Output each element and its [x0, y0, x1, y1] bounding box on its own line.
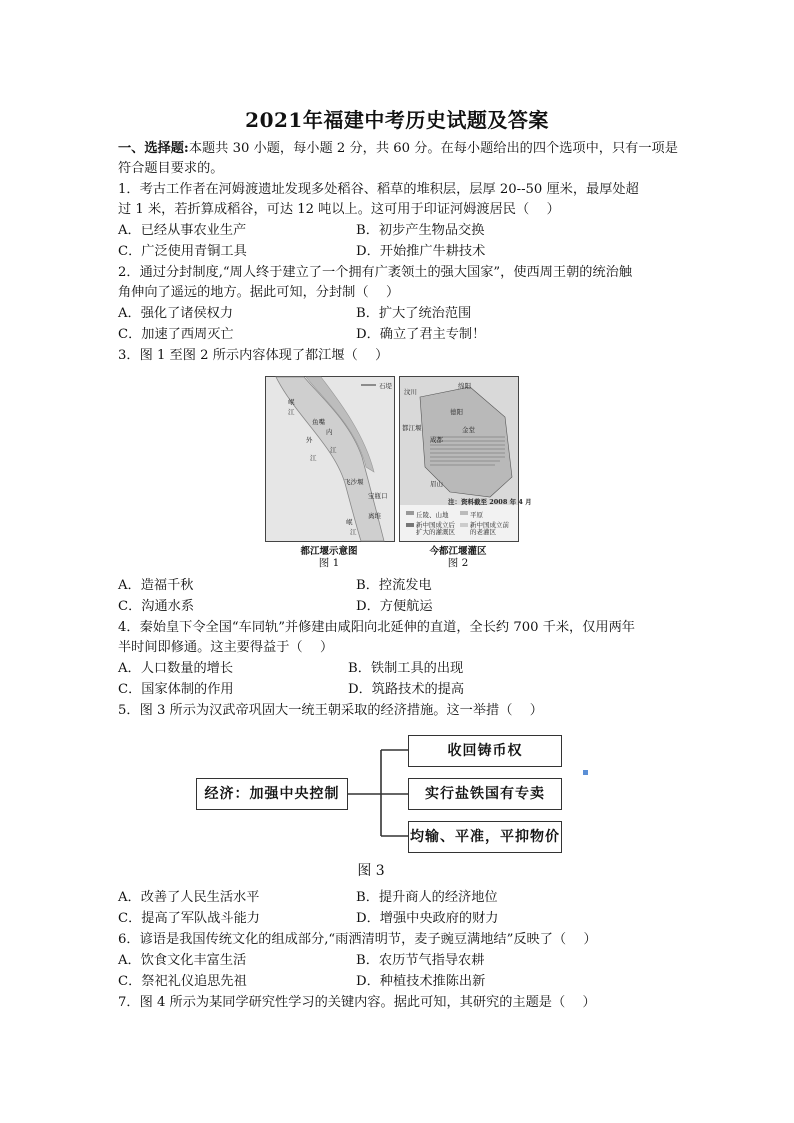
map-label: 都江堰 — [402, 424, 422, 432]
question-1-stem — [118, 180, 678, 221]
map-label: 汶川 — [404, 388, 417, 396]
stem-line: 7．图 4 所示为某同学研究性学习的关键内容。据此可知，其研究的主题是（ ） — [118, 995, 596, 1010]
option-b: B．初步产生物品交换 — [356, 223, 485, 238]
question-4-options-row — [118, 659, 678, 679]
question-6-stem — [118, 930, 678, 950]
map-label: 内 — [326, 428, 333, 436]
map-label: 注：资料截至 2008 年 4 月 — [448, 498, 532, 506]
stem-line: 1．考古工作者在河姆渡遗址发现多处稻谷、稻草的堆积层，层厚 20--50 厘米，最厚处超 — [118, 182, 639, 197]
stem-line: 4．秦始皇下令全国“车同轨”并修建由咸阳向北延伸的直道，全长约 700 千米，仅用两年 — [118, 620, 635, 635]
figure-2-caption: 今都江堰灌区 — [429, 546, 487, 557]
option-d: D．确立了君主专制！ — [356, 327, 486, 342]
stem-line: 2．通过分封制度,“周人终于建立了一个拥有广袤领土的强大国家”，使西周王朝的统治触 — [118, 265, 632, 280]
option-b: B．控流发电 — [356, 578, 432, 593]
map-label: 江 — [330, 446, 337, 454]
option-a: A．改善了人民生活水平 — [118, 890, 260, 905]
map-label: 丘陵、山地 — [416, 511, 449, 519]
question-4-options-row — [118, 680, 678, 700]
figure-3-number: 图 3 — [357, 863, 385, 879]
option-c: C．提高了军队战斗能力 — [118, 911, 260, 926]
map-label: 平原 — [470, 511, 483, 519]
stem-line: 3．图 1 至图 2 所示内容体现了都江堰（ ） — [118, 348, 389, 363]
section-lead: 一、选择题: — [118, 141, 189, 156]
map-label: 眉山 — [430, 480, 443, 488]
option-c: C．广泛使用青铜工具 — [118, 244, 247, 259]
diagram-branch-box: 收回铸币权 — [408, 735, 562, 767]
section-text: 本题共 30 小题，每小题 2 分，共 60 分。在每小题给出的四个选项中，只有一项是符合题目要求的。 — [118, 141, 678, 177]
question-5-options-row — [118, 888, 678, 908]
stem-line: 过 1 米，若折算成稻谷，可达 12 吨以上。这可用于印证河姆渡居民（ ） — [118, 202, 560, 218]
question-3-stem — [118, 346, 678, 366]
map-label: 离堆 — [368, 512, 381, 520]
option-a: A．人口数量的增长 — [118, 661, 234, 676]
option-a: A．强化了诸侯权力 — [118, 306, 234, 321]
figure-2-number: 图 2 — [447, 557, 469, 569]
figure-1-map — [265, 376, 395, 542]
option-d: D．方便航运 — [356, 599, 433, 614]
map-label: 新中国成立后扩大的灌溉区 — [416, 521, 455, 536]
section-intro — [118, 139, 678, 180]
map-label: 江 — [288, 408, 295, 416]
question-5-stem — [118, 701, 678, 721]
map-label: 岷 — [288, 398, 295, 406]
stem-line: 角伸向了遥远的地方。据此可知，分封制（ ） — [118, 285, 400, 301]
diagram-root-box: 经济：加强中央控制 — [196, 778, 348, 810]
diagram-branch-box: 实行盐铁国有专卖 — [408, 778, 562, 810]
map-label: 岷 — [346, 518, 353, 526]
option-d: D．筑路技术的提高 — [348, 682, 465, 697]
option-d: D．开始推广牛耕技术 — [356, 244, 486, 259]
map-label: 鱼嘴 — [312, 418, 325, 426]
map-label: 新中国成立前的老灌区 — [470, 521, 509, 536]
map-label: 德阳 — [450, 408, 463, 416]
option-c: C．加速了西周灭亡 — [118, 327, 234, 342]
stem-line: 5．图 3 所示为汉武帝巩固大一统王朝采取的经济措施。这一举措（ ） — [118, 703, 543, 718]
option-d: D．增强中央政府的财力 — [356, 911, 499, 926]
figure-1-caption: 都江堰示意图 — [300, 546, 358, 557]
question-2-stem — [118, 263, 678, 304]
option-c: C．祭祀礼仪追思先祖 — [118, 974, 247, 989]
option-a: A．已经从事农业生产 — [118, 223, 247, 238]
option-a: A．造福千秋 — [118, 578, 194, 593]
stem-line: 半时间即修通。这主要得益于（ ） — [118, 640, 334, 656]
option-b: B．农历节气指导农耕 — [356, 953, 485, 968]
question-7-stem — [118, 993, 678, 1013]
question-1-options-row — [118, 221, 678, 241]
question-2-options-row — [118, 325, 678, 345]
map-label: 宝瓶口 — [368, 492, 388, 500]
option-b: B．铁制工具的出现 — [348, 661, 464, 676]
page-title: 2021年福建中考历史试题及答案 — [245, 108, 549, 132]
question-5-options-row — [118, 909, 678, 929]
question-6-options-row — [118, 972, 678, 992]
option-b: B．扩大了统治范围 — [356, 306, 472, 321]
selection-marker — [583, 770, 588, 775]
question-4-stem — [118, 618, 678, 659]
option-b: B．提升商人的经济地位 — [356, 890, 498, 905]
question-1-options-row — [118, 242, 678, 262]
map-label: 飞沙堰 — [344, 478, 364, 486]
map-label: 外 — [306, 436, 313, 444]
question-3-options-row — [118, 597, 678, 617]
question-6-options-row — [118, 951, 678, 971]
stem-line: 6．谚语是我国传统文化的组成部分,“雨洒清明节，麦子豌豆满地结”反映了（ ） — [118, 932, 597, 947]
figure-2-map — [399, 376, 532, 542]
map-label: 绵阳 — [458, 382, 471, 390]
map-label: 石堤 — [379, 382, 392, 390]
option-d: D．种植技术推陈出新 — [356, 974, 486, 989]
option-a: A．饮食文化丰富生活 — [118, 953, 247, 968]
diagram-branch-box: 均输、平准，平抑物价 — [408, 821, 562, 853]
question-3-options-row — [118, 576, 678, 596]
map-label: 江 — [350, 528, 357, 536]
figure-1-number: 图 1 — [318, 557, 340, 569]
map-label: 成都 — [430, 436, 443, 444]
map-label: 金堂 — [462, 426, 475, 434]
question-2-options-row — [118, 304, 678, 324]
map-label: 江 — [310, 454, 317, 462]
option-c: C．国家体制的作用 — [118, 682, 234, 697]
option-c: C．沟通水系 — [118, 599, 195, 614]
